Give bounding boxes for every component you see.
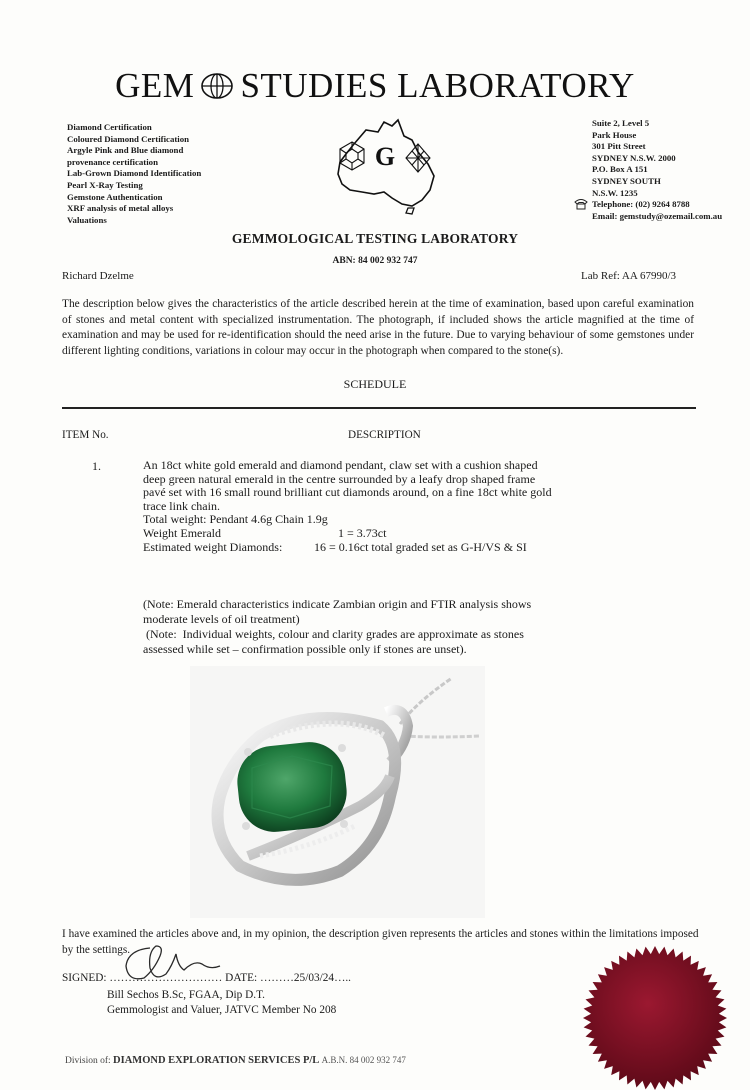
diamond-weight-value: 16 = 0.16ct total graded set as G-H/VS & SI <box>314 539 527 554</box>
total-weight: Total weight: Pendant 4.6g Chain 1.9g <box>143 512 328 527</box>
crosshair-gem-icon <box>200 71 234 101</box>
email-text: Email: gemstudy@ozemail.com.au <box>592 210 723 221</box>
description-line: pavé set with 16 small round brilliant cut diamonds around, on a fine 18ct white gold <box>143 485 552 500</box>
item-number-header: ITEM No. <box>62 429 109 441</box>
signer-details <box>107 988 336 1019</box>
client-name: Richard Dzelme <box>62 270 134 282</box>
examination-statement: I have examined the articles above and, in my opinion, the description given represents the articles and stones within the limitations imposed by the settings. <box>62 928 699 956</box>
diamond-weight-row <box>143 541 683 555</box>
footer-division <box>65 1055 406 1066</box>
lab-reference: Lab Ref: AA 67990/3 <box>581 270 677 282</box>
address-line: SYDNEY N.S.W. 2000 <box>592 152 676 163</box>
divider <box>62 407 696 409</box>
pendant-photo <box>190 666 485 918</box>
description-line: trace link chain. <box>143 498 220 513</box>
address-line: Suite 2, Level 5 <box>592 118 650 128</box>
address-line: Park House <box>592 129 637 140</box>
lab-address <box>592 118 722 222</box>
footer-company: DIAMOND EXPLORATION SERVICES P/L <box>113 1055 320 1066</box>
service-item: XRF analysis of metal alloys <box>67 203 174 214</box>
item-description <box>143 459 683 554</box>
abn-number: ABN: 84 002 932 747 <box>332 256 418 266</box>
service-item: provenance certification <box>67 156 158 167</box>
service-item: Valuations <box>67 214 107 225</box>
signer-name: Bill Sechos B.Sc, FGAA, Dip D.T. <box>107 989 265 1001</box>
telephone-text: Telephone: (02) 9264 8788 <box>592 199 690 210</box>
address-line: SYDNEY SOUTH <box>592 175 661 186</box>
service-item: Lab-Grown Diamond Identification <box>67 168 202 179</box>
australia-logo-icon <box>326 118 444 216</box>
footer-abn: A.B.N. 84 002 932 747 <box>321 1055 406 1065</box>
title-gem: GEM <box>115 66 195 105</box>
schedule-heading: SCHEDULE <box>343 377 407 391</box>
diamond-weight-label: Estimated weight Diamonds: <box>143 539 283 554</box>
service-item: Pearl X-Ray Testing <box>67 179 143 190</box>
description-header: DESCRIPTION <box>348 429 421 441</box>
service-item: Gemstone Authentication <box>67 191 163 202</box>
note-line: moderate levels of oil treatment) <box>143 612 300 626</box>
item-number: 1. <box>92 459 101 473</box>
title-studies: STUDIES LABORATORY <box>240 66 635 105</box>
description-line: An 18ct white gold emerald and diamond pendant, claw set with a cushion shaped <box>143 458 538 472</box>
signed-date-line: SIGNED: ………………………… DATE: ………25/03/24….. <box>62 972 352 984</box>
note-line: (Note: Emerald characteristics indicate Zambian origin and FTIR analysis shows <box>143 597 532 611</box>
logo-letter: G <box>374 142 396 171</box>
note-line: assessed while set – confirmation possible only if stones are unset). <box>143 642 467 656</box>
service-item: Argyle Pink and Blue diamond <box>67 145 184 156</box>
wax-seal <box>575 938 735 1090</box>
intro-paragraph: The description below gives the characteristics of the article described herein at the time of examination, based upon careful examination of stones and metal content with specialized instrumentation. The photograph, if included shows the article magnified at the time of examination and may be used for re-identification should the need arise in the future. Due to varying behaviour of some gemstones under different lighting conditions, variations in colour may occur in the photograph when compared to the stone(s). <box>62 298 694 357</box>
service-item: Diamond Certification <box>67 122 152 132</box>
emerald-weight-row <box>143 527 683 541</box>
footer-prefix: Division of: <box>65 1056 114 1066</box>
address-line: P.O. Box A 151 <box>592 164 648 175</box>
note-line: (Note: Individual weights, colour and clarity grades are approximate as stones <box>143 627 524 641</box>
emerald-weight-value: 1 = 3.73ct <box>338 525 387 540</box>
item-notes <box>143 597 703 657</box>
lab-subtitle: GEMMOLOGICAL TESTING LABORATORY <box>231 231 519 246</box>
telephone-line <box>592 199 722 211</box>
emerald-weight-label: Weight Emerald <box>143 525 222 540</box>
description-line: deep green natural emerald in the centre surrounded by a leafy drop shaped frame <box>143 471 536 486</box>
services-list <box>67 122 201 226</box>
signer-title: Gemmologist and Valuer, JATVC Member No 208 <box>107 1004 337 1017</box>
service-item: Coloured Diamond Certification <box>67 133 190 144</box>
lab-title <box>0 66 750 106</box>
address-line: 301 Pitt Street <box>592 141 646 152</box>
telephone-icon <box>574 198 588 210</box>
address-line: N.S.W. 1235 <box>592 187 638 198</box>
